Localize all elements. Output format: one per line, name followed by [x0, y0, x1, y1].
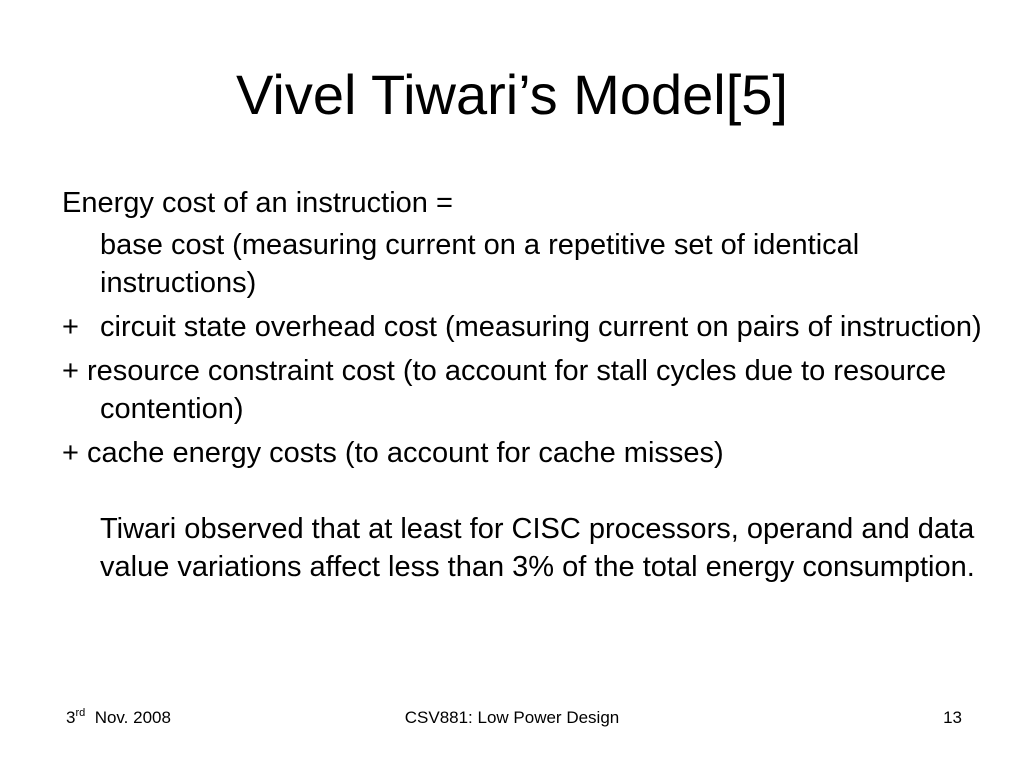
slide-body	[62, 184, 982, 592]
footer-course: CSV881: Low Power Design	[404, 708, 620, 727]
intro-line	[62, 184, 982, 222]
plus-sign: +	[62, 311, 79, 343]
circuit-state-line	[62, 308, 982, 346]
cache-energy-text: cache energy costs (to account for cache misses)	[87, 437, 724, 469]
tiwari-note-text: Tiwari observed that at least for CISC processors, operand and data value variations affect less than 3% of the total energy consumption.	[100, 513, 975, 583]
footer-page-number: 13	[943, 708, 962, 727]
base-cost-text: base cost (measuring current on a repetitive set of identical instructions)	[100, 229, 860, 299]
cache-energy-line	[62, 434, 982, 472]
slide-title: Vivel Tiwari’s Model[5]	[236, 63, 788, 126]
footer-date-rest: Nov. 2008	[94, 708, 171, 727]
plus-sign: +	[62, 355, 79, 387]
footer-date-suffix: rd	[75, 707, 86, 719]
resource-constraint-line	[62, 352, 982, 428]
tiwari-note	[62, 510, 982, 586]
intro-text: Energy cost of an instruction =	[62, 187, 453, 219]
footer-date-day: 3	[66, 708, 76, 727]
circuit-state-text: circuit state overhead cost (measuring current on pairs of instruction)	[100, 311, 982, 343]
plus-sign: +	[62, 437, 79, 469]
resource-constraint-text: resource constraint cost (to account for stall cycles due to resource contention)	[87, 355, 947, 425]
base-cost-line	[62, 226, 982, 302]
